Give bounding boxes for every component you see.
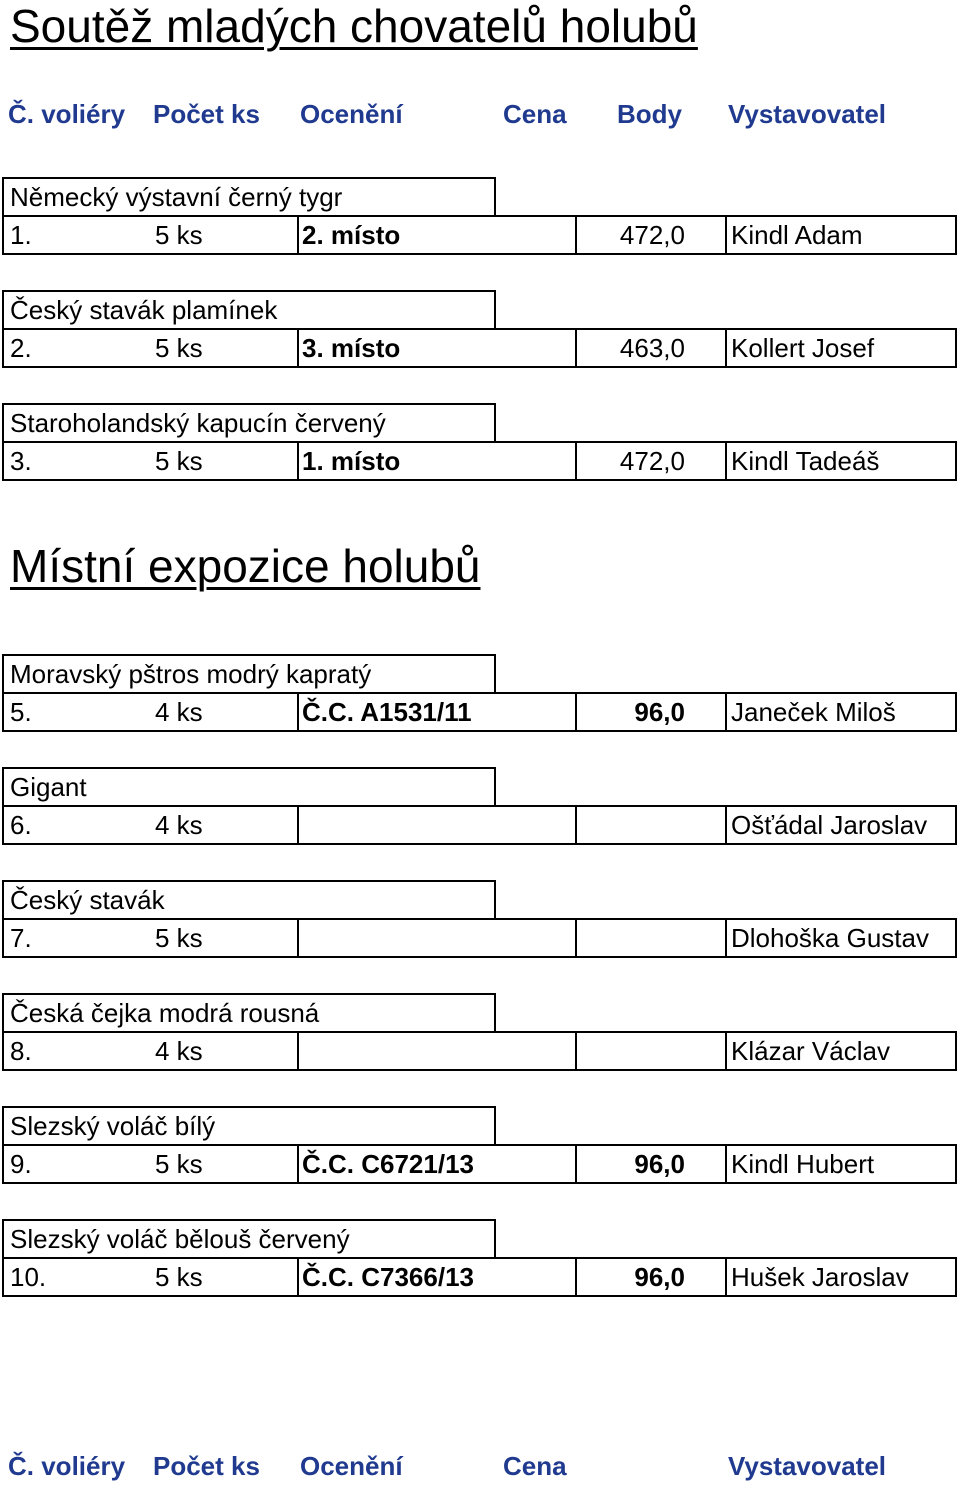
entry-group	[0, 1219, 960, 1299]
voliera-number: 1.	[10, 220, 32, 250]
entry-row	[2, 441, 957, 481]
points: 96,0	[634, 1149, 685, 1179]
count: 5 ks	[155, 333, 203, 363]
entry-row	[2, 1144, 957, 1184]
entry-row	[2, 1031, 957, 1071]
count: 5 ks	[155, 1262, 203, 1292]
header-voliery: Č. voliéry	[8, 99, 126, 129]
voliera-number: 7.	[10, 923, 32, 953]
exhibitor: Kindl Adam	[731, 220, 863, 250]
entry-group	[0, 880, 960, 960]
count: 5 ks	[155, 220, 203, 250]
header-pocet: Počet ks	[153, 99, 260, 129]
award: 2. místo	[302, 220, 401, 250]
header-pocet: Počet ks	[153, 1451, 260, 1481]
count: 5 ks	[155, 923, 203, 953]
award: Č.C. A1531/11	[302, 697, 472, 727]
points: 472,0	[619, 446, 685, 476]
header-body: Body	[617, 99, 682, 129]
count: 4 ks	[155, 697, 203, 727]
exhibitor: Ošťádal Jaroslav	[731, 810, 928, 840]
breed-name: Německý výstavní černý tygr	[2, 177, 496, 215]
voliera-number: 9.	[10, 1149, 32, 1179]
count: 5 ks	[155, 1149, 203, 1179]
header-vystavovatel: Vystavovatel	[728, 1451, 887, 1481]
header-vystavovatel: Vystavovatel	[728, 99, 887, 129]
entry-group	[0, 654, 960, 734]
breed-name: Český stavák plamínek	[2, 290, 496, 328]
header-oceneni: Ocenění	[300, 1451, 403, 1481]
breed-name: Gigant	[2, 767, 496, 805]
voliera-number: 3.	[10, 446, 32, 476]
entry-row	[2, 1257, 957, 1297]
award: 1. místo	[302, 446, 401, 476]
points: 472,0	[619, 220, 685, 250]
breed-name: Český stavák	[2, 880, 496, 918]
voliera-number: 5.	[10, 697, 32, 727]
count: 4 ks	[155, 1036, 203, 1066]
column-header-top	[0, 98, 960, 130]
voliera-number: 8.	[10, 1036, 32, 1066]
breed-name: Česká čejka modrá rousná	[2, 993, 496, 1031]
entry-row	[2, 918, 957, 958]
award: Č.C. C7366/13	[302, 1262, 474, 1292]
points: 96,0	[634, 697, 685, 727]
header-cena: Cena	[503, 99, 567, 129]
exhibitor: Klázar Václav	[731, 1036, 890, 1066]
entry-group	[0, 1106, 960, 1186]
entry-row	[2, 328, 957, 368]
breed-name: Moravský pštros modrý kapratý	[2, 654, 496, 692]
voliera-number: 6.	[10, 810, 32, 840]
points: 96,0	[634, 1262, 685, 1292]
entry-group	[0, 177, 960, 257]
entry-group	[0, 767, 960, 847]
column-header-bottom	[0, 1450, 960, 1482]
section-title: Místní expozice holubů	[10, 540, 481, 592]
exhibitor: Janeček Miloš	[731, 697, 896, 727]
breed-name: Slezský voláč bělouš červený	[2, 1219, 496, 1257]
voliera-number: 2.	[10, 333, 32, 363]
award: Č.C. C6721/13	[302, 1149, 474, 1179]
award: 3. místo	[302, 333, 401, 363]
breed-name: Slezský voláč bílý	[2, 1106, 496, 1144]
exhibitor: Kindl Tadeáš	[731, 446, 880, 476]
entry-row	[2, 215, 957, 255]
points: 463,0	[619, 333, 685, 363]
breed-name: Staroholandský kapucín červený	[2, 403, 496, 441]
entry-group	[0, 403, 960, 483]
exhibitor: Kollert Josef	[731, 333, 875, 363]
voliera-number: 10.	[10, 1262, 47, 1292]
exhibitor: Kindl Hubert	[731, 1149, 875, 1179]
entry-row	[2, 692, 957, 732]
header-oceneni: Ocenění	[300, 99, 403, 129]
header-voliery: Č. voliéry	[8, 1451, 126, 1481]
entry-group	[0, 993, 960, 1073]
header-cena: Cena	[503, 1451, 567, 1481]
exhibitor: Hušek Jaroslav	[731, 1262, 909, 1292]
page-title: Soutěž mladých chovatelů holubů	[10, 0, 698, 52]
entry-row	[2, 805, 957, 845]
count: 5 ks	[155, 446, 203, 476]
exhibitor: Dlohoška Gustav	[731, 923, 929, 953]
entry-group	[0, 290, 960, 370]
count: 4 ks	[155, 810, 203, 840]
